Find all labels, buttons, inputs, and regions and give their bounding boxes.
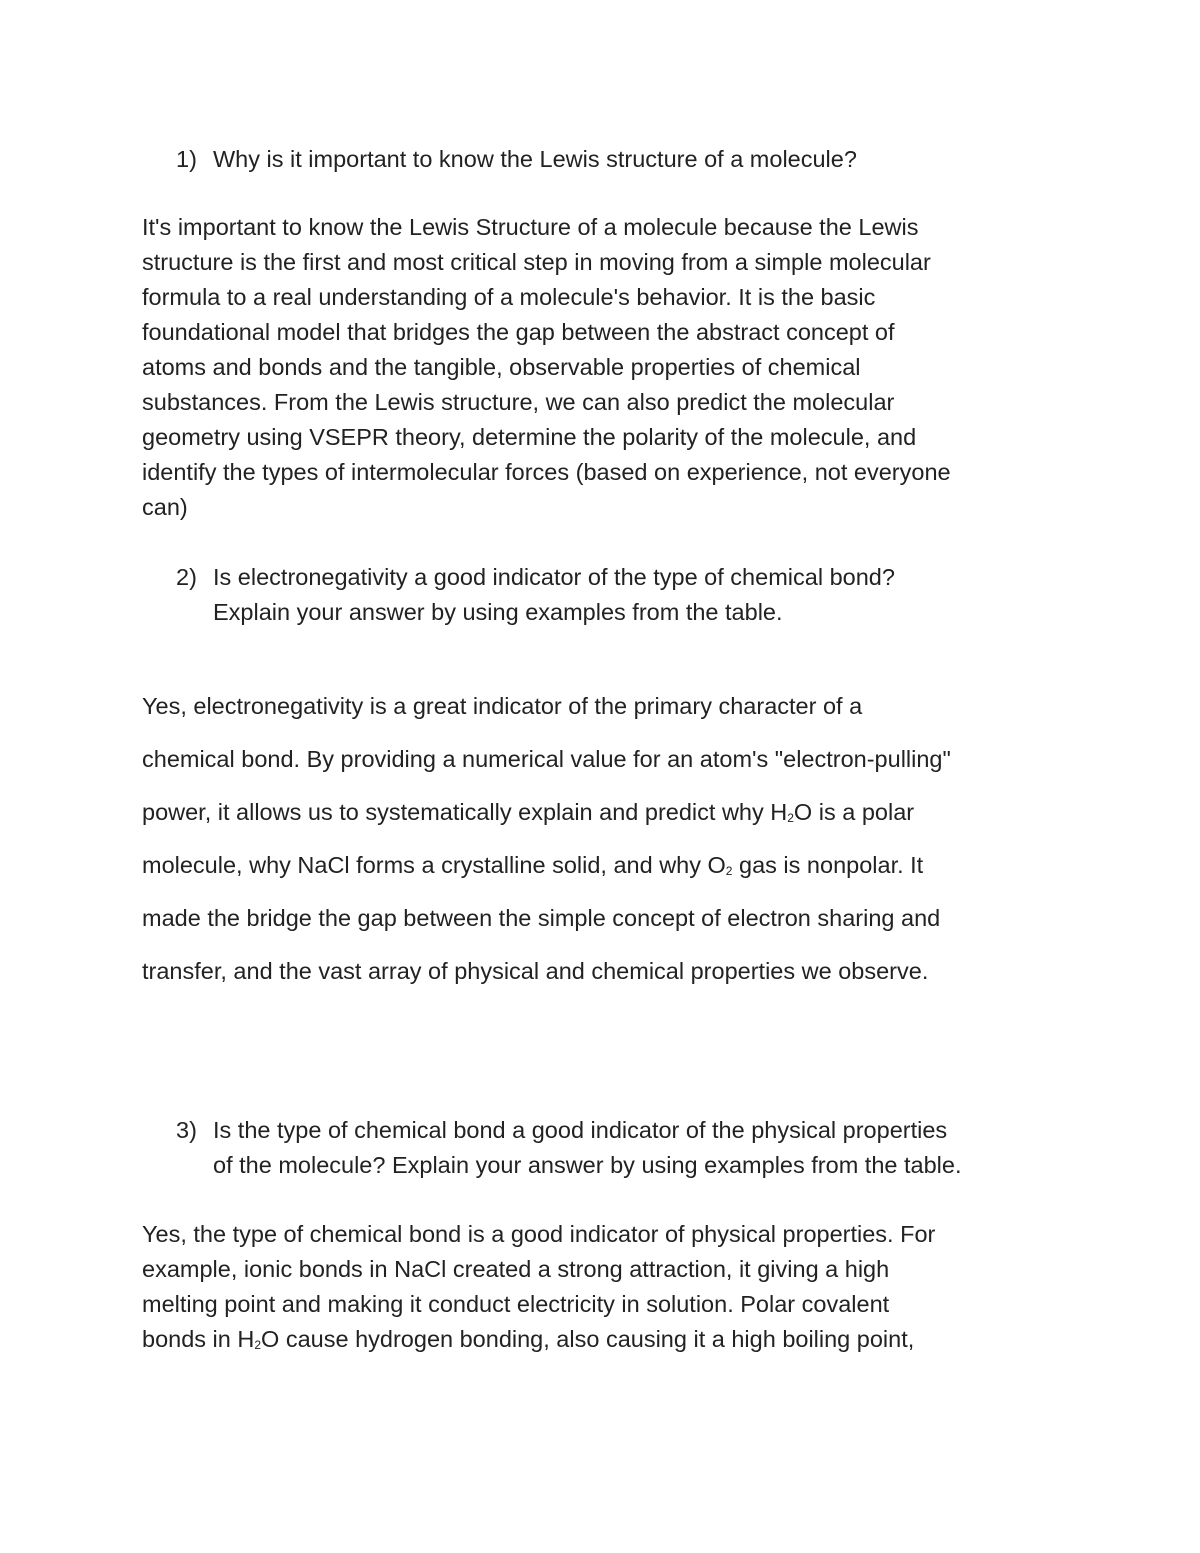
subscript: 2 — [725, 864, 733, 878]
answer-line: substances. From the Lewis structure, we can also predict the molecular — [142, 389, 895, 415]
answer-line: geometry using VSEPR theory, determine the polarity of the molecule, and — [142, 424, 917, 450]
answer-line: Yes, the type of chemical bond is a good indicator of physical properties. For — [142, 1221, 936, 1247]
question-3 — [176, 1113, 1076, 1183]
question-text: Is electronegativity a good indicator of the type of chemical bond? — [213, 564, 895, 590]
answer-line: structure is the first and most critical step in moving from a simple molecular — [142, 249, 931, 275]
question-text: of the molecule? Explain your answer by using examples from the table. — [213, 1152, 962, 1178]
answer-line: atoms and bonds and the tangible, observable properties of chemical — [142, 354, 861, 380]
answer-line: Yes, electronegativity is a great indicator of the primary character of a — [142, 693, 863, 719]
answer-line: formula to a real understanding of a molecule's behavior. It is the basic — [142, 284, 876, 310]
question-number: 3) — [176, 1117, 197, 1143]
answer-line: melting point and making it conduct electricity in solution. Polar covalent — [142, 1291, 890, 1317]
answer-3 — [142, 1217, 1072, 1357]
answer-line: identify the types of intermolecular forces (based on experience, not everyone — [142, 459, 951, 485]
answer-line: bonds in $H_2O$ cause hydrogen bonding, also causing it a high boiling point, — [142, 1326, 915, 1352]
answer-line: molecule, why NaCl forms a crystalline solid, and why $O_2$ gas is nonpolar. It — [142, 852, 924, 878]
answer-line: example, ionic bonds in NaCl created a strong attraction, it giving a high — [142, 1256, 890, 1282]
subscript: 2 — [787, 811, 794, 825]
answer-line: power, it allows us to systematically explain and predict why $H_2O$ is a polar — [142, 799, 915, 825]
answer-line: chemical bond. By providing a numerical value for an atom's "electron-pulling" — [142, 746, 951, 772]
answer-line: foundational model that bridges the gap between the abstract concept of — [142, 319, 895, 345]
question-number: 2) — [176, 564, 197, 590]
question-2 — [176, 560, 1076, 630]
answer-line: can) — [142, 494, 188, 520]
question-1 — [176, 142, 1076, 177]
subscript: 2 — [254, 1338, 262, 1352]
answer-2 — [142, 680, 1072, 998]
answer-line: made the bridge the gap between the simple concept of electron sharing and — [142, 905, 941, 931]
question-number: 1) — [176, 146, 197, 172]
question-text: Is the type of chemical bond a good indicator of the physical properties — [213, 1117, 948, 1143]
question-text: Explain your answer by using examples from the table. — [213, 599, 783, 625]
answer-1 — [142, 210, 1072, 525]
answer-line: It's important to know the Lewis Structure of a molecule because the Lewis — [142, 214, 919, 240]
question-text: Why is it important to know the Lewis structure of a molecule? — [213, 146, 857, 172]
answer-line: transfer, and the vast array of physical and chemical properties we observe. — [142, 958, 929, 984]
